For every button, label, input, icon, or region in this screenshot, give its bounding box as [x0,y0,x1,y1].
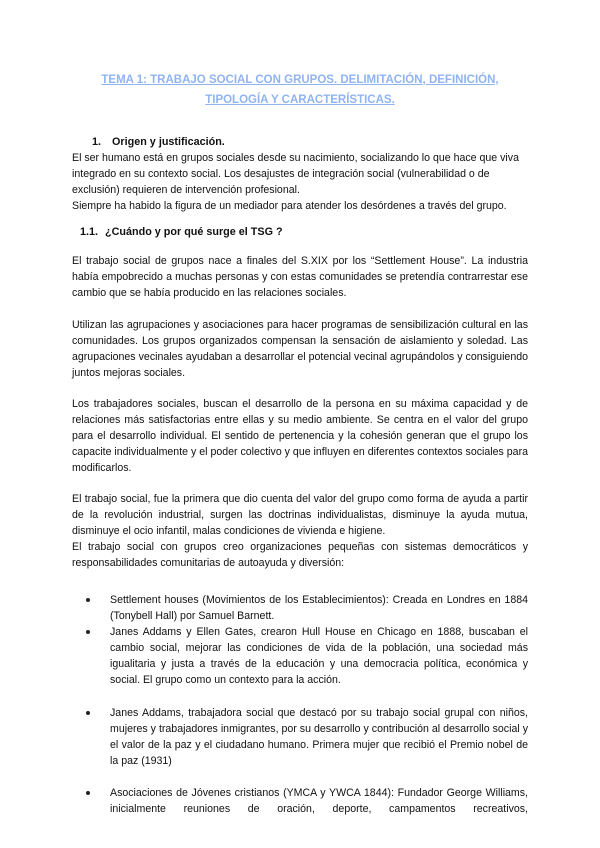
title-line-2: TIPOLOGÍA Y CARACTERÍSTICAS. [205,94,395,106]
paragraph: Utilizan las agrupaciones y asociaciones para hacer programas de sensibilización cultural en las comunidades. Los grupos organizados compensan la sensación de aislamiento y soledad. Las agrupaciones vecinales ayudaban a desarrollar el potencial vecinal agrupándolos y consiguiendo juntos mejoras sociales. [72,319,528,379]
section-number: 1. [92,136,102,148]
bullet-icon [86,598,90,602]
paragraph: El trabajo social de grupos nace a finales del S.XIX por los “Settlement House”. La industria había empobrecido a muchas personas y con estas comunidades se pretendía contrarrestar ese cambio que se había producido en las relaciones sociales. [72,255,528,299]
paragraph: El trabajo social con grupos creo organizaciones pequeñas con sistemas democráticos y responsabilidades comunitarias de autoayuda y diversión: [72,541,528,569]
list-item [86,592,528,624]
list-item-text: Janes Addams, trabajadora social que destacó por su trabajo social grupal con niños, mujeres y trabajadores inmigrantes, por su desarrollo y contribución al desarrollo social y el valor de la paz y el ciudadano humano. Primera mujer que recibió el Premio nobel de la paz (1931) [110,707,528,767]
list-item-text: Settlement houses (Movimientos de los Establecimientos): Creada en Londres en 1884 (Tonybell Hall) por Samuel Barnett. [110,594,528,622]
bullet-icon [86,630,90,634]
list-item [86,624,528,688]
bullet-icon [86,791,90,795]
paragraph: Los trabajadores sociales, buscan el desarrollo de la persona en su máxima capacidad y de relaciones más satisfactorias entre ellas y su medio ambiente. Se centra en el valor del grupo para el desarrollo individual. El sentido de pertenencia y la cohesión generan que el grupo los capacite individualmente y el poder colectivo y que influyen en diferentes contextos sociales para modificarlos. [72,398,528,474]
section-title: Origen y justificación. [112,136,225,148]
list-item [86,785,528,817]
list-item-text: Asociaciones de Jóvenes cristianos (YMCA y YWCA 1844): Fundador George Williams, inicialmente reuniones de oración, deporte, campamentos recreativos, [110,787,528,815]
document-title [60,70,540,110]
title-line-1: TEMA 1: TRABAJO SOCIAL CON GRUPOS. DELIMITACIÓN, DEFINICIÓN, [101,74,499,86]
paragraph: El ser humano está en grupos sociales desde su nacimiento, socializando lo que hace que viva integrado en su contexto social. Los desajustes de integración social (vulnerabilidad o de exclusión) requieren de intervención profesional. [72,152,519,196]
section-1-heading [92,134,528,150]
paragraph: El trabajo social, fue la primera que dio cuenta del valor del grupo como forma de ayuda a partir de la revolución industrial, surgen las doctrinas individualistas, disminuye la ayuda mutua, disminuye el ocio infantil, malas condiciones de vivienda e higiene. [72,493,528,537]
section-number: 1.1. [80,226,99,238]
section-title: ¿Cuándo y por qué surge el TSG ? [105,226,283,238]
list-item [86,705,528,769]
paragraph: Siempre ha habido la figura de un mediador para atender los desórdenes a través del grupo. [72,200,507,212]
section-1-1-heading [80,224,528,240]
bullet-icon [86,711,90,715]
list-item-text: Janes Addams y Ellen Gates, crearon Hull House en Chicago en 1888, buscaban el cambio social, mejorar las condiciones de vida de la población, una sociedad más igualitaria y justa a través de la educación y una democracia política, económica y social. El grupo como un contexto para la acción. [110,626,528,686]
